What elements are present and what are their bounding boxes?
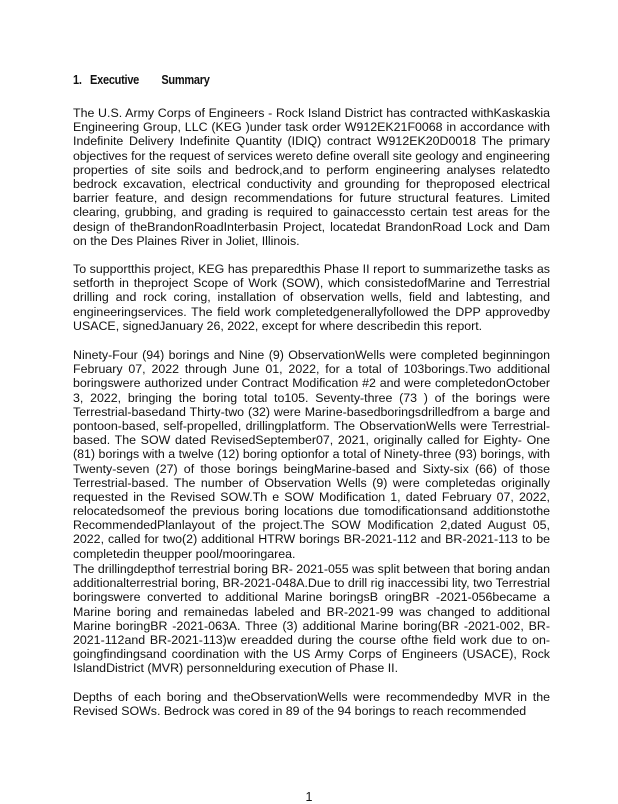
text-line: Terrestrial-based. The number of Observation Wells (9) were completedas originally xyxy=(73,475,550,490)
text-line: RecommendedPlanlayout of the project.The SOW Modification 2,dated August 05, xyxy=(73,518,550,533)
text-line: based. The SOW dated RevisedSeptember07, 2021, originally called for Eighty- One xyxy=(73,433,550,448)
section-title: Executive Summary xyxy=(90,73,210,87)
text-line: USACE, signedJanuary 26, 2022, except for where describedin this report. xyxy=(73,318,483,333)
text-line: IslandDistrict (MVR) personnelduring execution of Phase II. xyxy=(73,661,399,676)
text-line: boringswere converted to additional Marine boringsB oringBR -2021-056became a xyxy=(73,590,550,605)
text-line: Ninety-Four (94) borings and Nine (9) ObservationWells were completed beginningon xyxy=(73,348,550,362)
text-line: Indefinite Delivery Indefinite Quantity (IDIQ) contract W912EK20D0018 The primary xyxy=(73,134,550,149)
text-line: setforth in theproject Scope of Work (SOW), which consistedofMarine and Terrestrial xyxy=(73,276,550,291)
paragraph-borings-summary xyxy=(73,348,550,561)
text-line: The drillingdepthof terrestrial boring BR- 2021-055 was split between that boring andan xyxy=(73,562,550,576)
text-line: boringswere authorized under Contract Modification #2 and were completedonOctober xyxy=(73,376,550,391)
text-line: Depths of each boring and theObservationWells were recommendedby MVR in the xyxy=(73,690,550,704)
text-line: Marine boringBR -2021-063A. Three (3) additional Marine boring(BR -2021-002, BR- xyxy=(73,618,550,633)
paragraph-boring-changes xyxy=(73,562,550,676)
text-line: pontoon-based, self-propelled, drillingplatform. The ObservationWells were Terrestrial- xyxy=(73,418,550,433)
text-line: barrier feature, and design recommendations for future structural features. Limited xyxy=(73,191,550,206)
text-line: Terrestrial-basedand Thirty-two (32) were Marine-basedboringsdrilledfrom a barge and xyxy=(73,404,550,419)
text-line: Revised SOWs. Bedrock was cored in 89 of the 94 borings to reach recommended xyxy=(73,704,527,719)
text-line: (81) borings with a twelve (12) boring optionfor a total of Ninety-three (93) borings, with xyxy=(73,447,550,462)
text-line: properties of site soils and bedrock,and to perform engineering analyses relatedto xyxy=(73,162,550,177)
text-line: Twenty-seven (27) of those borings beingMarine-based and Sixty-six (66) of those xyxy=(73,461,550,476)
text-line: Marine boring and remainedas labeled and BR-2021-99 was changed to additional xyxy=(73,604,550,619)
text-line: objectives for the request of services wereto define overall site geology and engineering xyxy=(73,148,550,163)
text-line: relocatedsomeof the previous boring locations due tomodificationsand additionstothe xyxy=(73,504,550,519)
text-line: bedrock excavation, electrical conductivity and grounding for theproposed electrical xyxy=(73,176,550,191)
text-line: requested in the Revised SOW.Th e SOW Modification 1, dated February 07, 2022, xyxy=(73,489,550,504)
text-line: Engineering Group, LLC (KEG )under task order W912EK21F0068 in accordance with xyxy=(73,120,550,135)
paragraph-contract-overview xyxy=(73,106,550,248)
text-line: drilling and rock coring, installation of observation wells, field and labtesting, and xyxy=(73,290,550,305)
text-line: goingfindingsand coordination with the US Army Corps of Engineers (USACE), Rock xyxy=(73,647,550,662)
text-line: February 07, 2022 through June 01, 2022, for a total of 103borings.Two additional xyxy=(73,362,550,377)
text-line: 2022, called for two(2) additional HTRW borings BR-2021-112 and BR-2021-113 to be xyxy=(73,532,550,547)
paragraph-depths xyxy=(73,690,550,718)
text-line: completedin theupper pool/mooringarea. xyxy=(73,546,296,561)
text-line: clearing, grubbing, and grading is required to gainaccessto certain test areas for the xyxy=(73,205,550,220)
text-line: on the Des Plaines River in Joliet, Illinois. xyxy=(73,233,300,248)
text-line: To supportthis project, KEG has preparedthis Phase II report to summarizethe tasks as xyxy=(73,262,550,276)
page-number: 1 xyxy=(305,790,313,804)
section-number: 1. xyxy=(73,73,82,87)
paragraph-report-purpose xyxy=(73,262,550,333)
text-line: design of theBrandonRoadInterbasin Project, locatedat BrandonRoad Lock and Dam xyxy=(73,219,550,234)
text-line: engineeringservices. The field work completedgenerallyfollowed the DPP approvedby xyxy=(73,304,550,319)
text-line: The U.S. Army Corps of Engineers - Rock Island District has contracted withKaskaskia xyxy=(73,106,550,120)
text-line: 2021-112and BR-2021-113)w ereadded during the course ofthe field work due to on- xyxy=(73,632,550,647)
text-line: additionalterrestrial boring, BR-2021-048A.Due to drill rig inaccessibi lity, two Terrestrial xyxy=(73,576,550,591)
section-heading xyxy=(73,73,210,87)
text-line: 3, 2022, bringing the boring total to105. Seventy-three (73 ) of the borings were xyxy=(73,390,550,405)
